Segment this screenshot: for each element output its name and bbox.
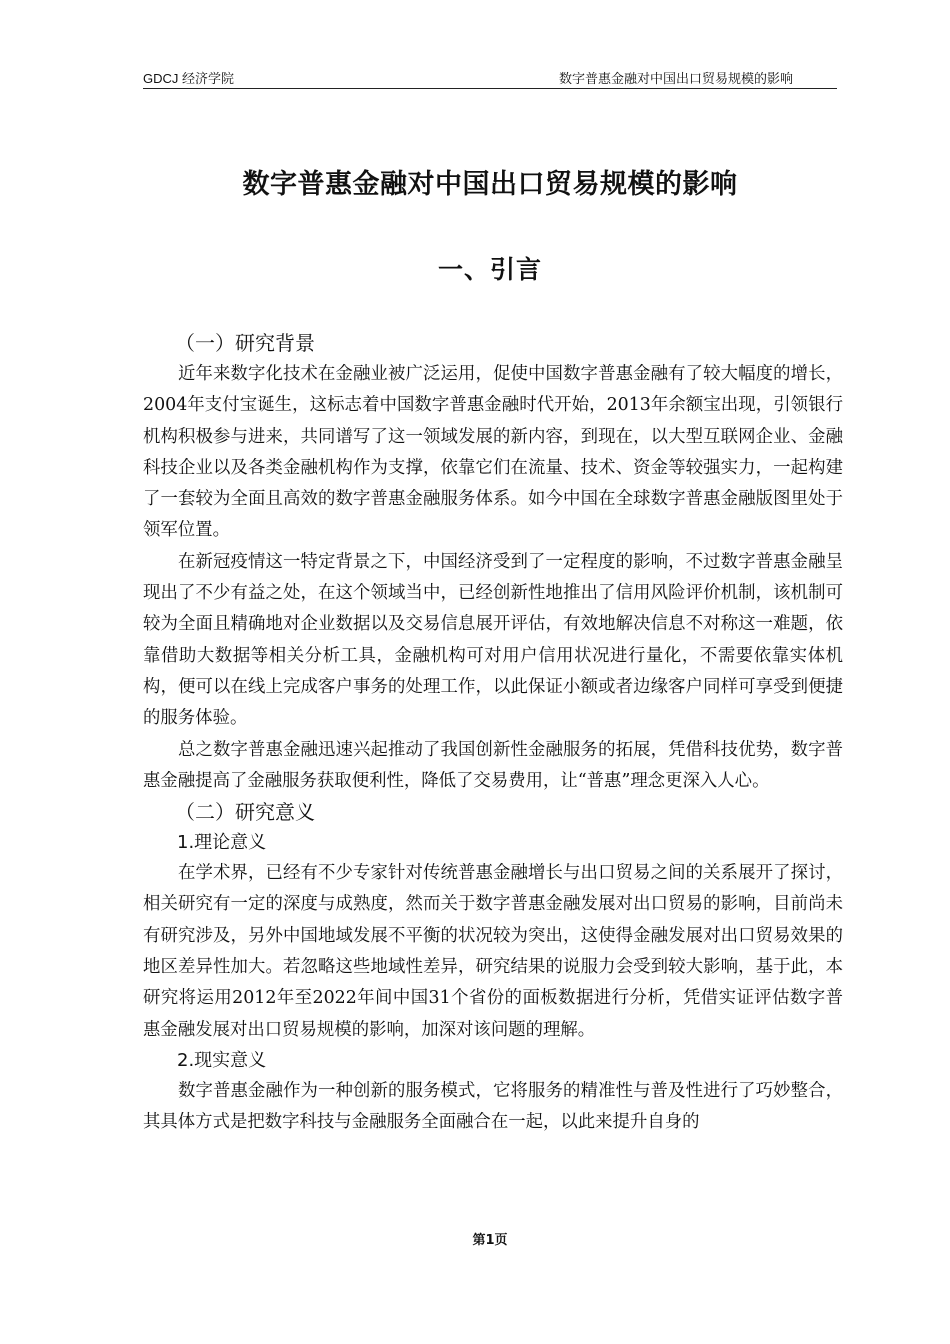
paragraph-practical-significance: 数字普惠金融作为一种创新的服务模式，它将服务的精准性与普及性进行了巧妙整合，其具体方式是把数字科技与金融服务全面融合在一起，以此来提升自身的 — [143, 1080, 843, 1133]
document-title: 数字普惠金融对中国出口贸易规模的影响 — [242, 169, 738, 200]
section-heading-introduction: 一、引言 — [437, 255, 542, 284]
page-number: 第1页 — [472, 1233, 508, 1248]
paragraph-background-2: 在新冠疫情这一特定背景之下，中国经济受到了一定程度的影响，不过数字普惠金融呈现出了不少有益之处，在这个领域当中，已经创新性地推出了信用风险评价机制，该机制可较为全面且精确地对企业数据以及交易信息展开评估，有效地解决信息不对称这一难题，依靠借助大数据等相关分析工具，金融机构可对用户信用状况进行量化，不需要依靠实体机构，便可以在线上完成客户事务的处理工作，以此保证小额或者边缘客户同样可享受到便捷的服务体验。 — [143, 551, 843, 729]
paragraph-background-1: 近年来数字化技术在金融业被广泛运用，促使中国数字普惠金融有了较大幅度的增长，2004年支付宝诞生，这标志着中国数字普惠金融时代开始，2013年余额宝出现，引领银行机构积极参与进来，共同谱写了这一领域发展的新内容，到现在，以大型互联网企业、金融科技企业以及各类金融机构作为支撑，依靠它们在流量、技术、资金等较强实力，一起构建了一套较为全面且高效的数字普惠金融服务体系。如今中国在全球数字普惠金融版图里处于领军位置。 — [143, 364, 843, 541]
heading-practical-significance: 2.现实意义 — [177, 1049, 267, 1071]
body-text — [143, 328, 843, 1139]
paragraph-background-3: 总之数字普惠金融迅速兴起推动了我国创新性金融服务的拓展，凭借科技优势，数字普惠金融提高了金融服务获取便利性，降低了交易费用，让“普惠”理念更深入人心。 — [143, 739, 843, 791]
paragraph-theoretical-significance: 在学术界，已经有不少专家针对传统普惠金融增长与出口贸易之间的关系展开了探讨，相关研究有一定的深度与成熟度，然而关于数字普惠金融发展对出口贸易的影响，目前尚未有研究涉及，另外中国地域发展不平衡的状况较为突出，这使得金融发展对出口贸易效果的地区差异性加大。若忽略这些地域性差异，研究结果的说服力会受到较大影响，基于此，本研究将运用2012年至2022年间中国31个省份的面板数据进行分析，凭借实证评估数字普惠金融发展对出口贸易规模的影响，加深对该问题的理解。 — [143, 863, 843, 1040]
subsection-heading-background: （一）研究背景 — [175, 331, 315, 355]
header-institution: GDCJ 经济学院 — [143, 71, 235, 86]
subsection-heading-significance: （二）研究意义 — [175, 800, 315, 825]
page-header — [143, 66, 837, 89]
header-running-title: 数字普惠金融对中国出口贸易规模的影响 — [558, 71, 793, 86]
heading-theoretical-significance: 1.理论意义 — [177, 832, 267, 854]
